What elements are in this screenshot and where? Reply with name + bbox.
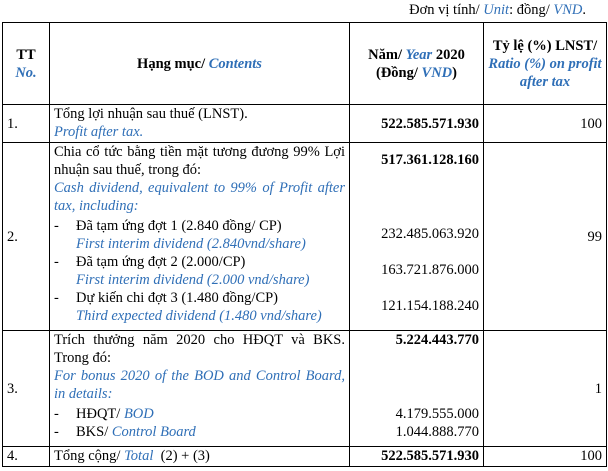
header-ratio: Tỷ lệ (%) LNST/ Ratio (%) on profit after tax bbox=[484, 23, 607, 105]
row-content: Trích thưởng năm 2020 cho HĐQT và BKS. Trong đó: For bonus 2020 of the BOD and Control Board, in details: - HĐQT/ BOD - BKS/ Control Board bbox=[50, 331, 350, 447]
header-row bbox=[3, 23, 607, 105]
profit-distribution-table bbox=[2, 22, 607, 467]
table-row bbox=[3, 105, 607, 143]
unit-note: Đơn vị tính/ Unit: đồng/ VND. bbox=[409, 2, 586, 18]
header-no: TT No. bbox=[3, 23, 50, 105]
row-content: Chia cổ tức bằng tiền mặt tương đương 99% Lợi nhuận sau thuế, trong đó: Cash dividend, equivalent to 99% of Profit after tax, including: - Đã tạm ứng đợt 1 (2.840 đồng/ CP) First interim dividend (2.840vnd/share) - Đã tạm ứng đợt 2 (2.000/CP) First interim dividend (2.000 vnd/share) - Dự kiến chi đợt 3 (1.480 đồng/CP) Third expected dividend (1.480 vnd/share) bbox=[50, 143, 350, 331]
sub-item: - HĐQT/ BOD bbox=[54, 406, 154, 422]
table-row bbox=[3, 331, 607, 447]
row-amount: 5.224.443.770 4.179.555.000 1.044.888.770 bbox=[350, 331, 484, 447]
total-row bbox=[3, 447, 607, 467]
header-contents: Hạng mục/ Contents bbox=[50, 23, 350, 105]
row-ratio: 100 bbox=[484, 447, 607, 467]
table-row bbox=[3, 143, 607, 331]
sub-item: - Đã tạm ứng đợt 1 (2.840 đồng/ CP) bbox=[54, 218, 282, 234]
sub-item: - BKS/ Control Board bbox=[54, 424, 196, 440]
row-ratio: 1 bbox=[484, 331, 607, 447]
row-ratio: 99 bbox=[484, 143, 607, 331]
header-year: Năm/ Year 2020 (Đồng/ VND) bbox=[350, 23, 484, 105]
row-number: 3. bbox=[3, 331, 50, 447]
row-ratio: 100 bbox=[484, 105, 607, 143]
row-amount: 522.585.571.930 bbox=[350, 447, 484, 467]
row-content: Tổng lợi nhuận sau thuế (LNST). Profit after tax. bbox=[50, 105, 350, 143]
row-amount: 517.361.128.160 232.485.063.920 163.721.876.000 121.154.188.240 bbox=[350, 143, 484, 331]
row-number: 2. bbox=[3, 143, 50, 331]
row-number: 1. bbox=[3, 105, 50, 143]
row-content: Tổng cộng/ Total (2) + (3) bbox=[50, 447, 350, 467]
sub-item: - Dự kiến chi đợt 3 (1.480 đồng/CP) bbox=[54, 290, 279, 306]
row-amount: 522.585.571.930 bbox=[350, 105, 484, 143]
sub-item: - Đã tạm ứng đợt 2 (2.000/CP) bbox=[54, 254, 246, 270]
row-number: 4. bbox=[3, 447, 50, 467]
